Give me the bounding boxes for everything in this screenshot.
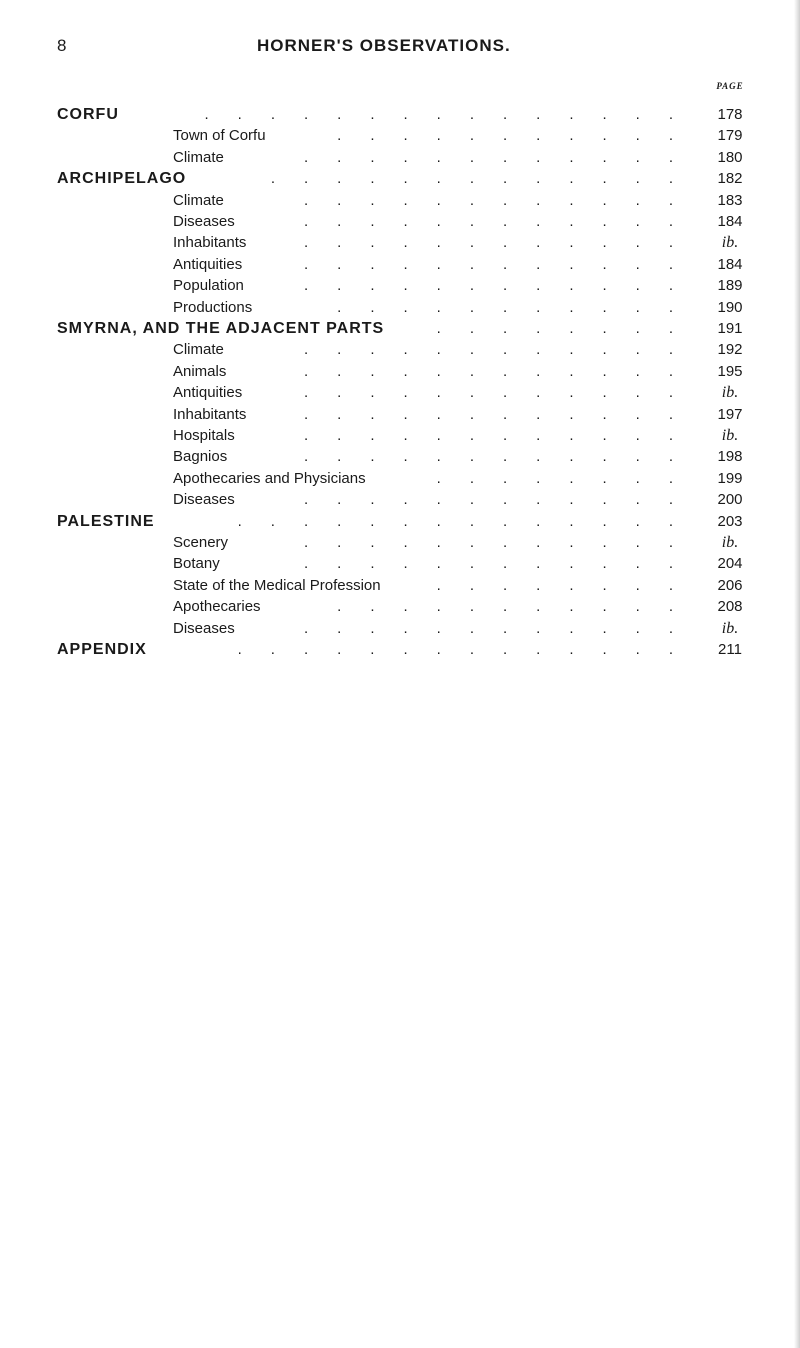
dot-leader: ............ — [303, 341, 702, 359]
subsection-label: Town of Corfu — [173, 127, 266, 145]
toc-entry — [0, 106, 800, 130]
toc-entry — [0, 170, 800, 194]
dot-leader: ............ — [303, 448, 702, 466]
page-number: 8 — [57, 36, 67, 55]
page-reference: ib. — [721, 534, 739, 551]
toc-entry — [0, 513, 800, 537]
dot-leader: ............ — [303, 619, 702, 637]
page-reference: 203 — [717, 512, 743, 530]
dot-leader: ............. — [270, 170, 702, 188]
toc-entry — [0, 384, 800, 408]
subsection-label: Productions — [173, 298, 253, 316]
subsection-label: Scenery — [173, 534, 229, 551]
subsection-label: State of the Medical Profession — [173, 576, 381, 594]
subsection-label: Inhabitants — [173, 405, 247, 423]
page-reference: 182 — [717, 170, 743, 188]
dot-leader: ............ — [303, 234, 702, 252]
section-heading: ARCHIPELAGO — [57, 170, 187, 188]
dot-leader: ........... — [337, 127, 702, 145]
section-heading: PALESTINE — [57, 512, 155, 530]
subsection-label: Antiquities — [173, 255, 243, 273]
subsection-label: Botany — [173, 555, 220, 573]
page-reference: 199 — [717, 469, 743, 487]
subsection-label: Diseases — [173, 491, 235, 509]
subsection-label: Inhabitants — [173, 234, 247, 252]
subsection-label: Antiquities — [173, 384, 243, 402]
page-reference: 211 — [718, 641, 742, 658]
page-reference: 190 — [717, 298, 743, 316]
toc-entry — [0, 491, 800, 515]
subsection-label: Animals — [173, 362, 227, 380]
page-reference: 198 — [717, 448, 743, 466]
subsection-label: Apothecaries — [173, 598, 261, 616]
page-reference: 184 — [717, 213, 743, 230]
section-heading: CORFU — [57, 106, 119, 123]
page-reference: 204 — [717, 555, 743, 573]
page-reference: 184 — [717, 255, 743, 273]
page-reference: 178 — [717, 106, 743, 123]
subsection-label: Climate — [173, 148, 224, 166]
dot-leader: ............... — [204, 106, 702, 123]
subsection-label: Hospitals — [173, 427, 235, 444]
dot-leader: ............ — [303, 191, 702, 209]
dot-leader: ........ — [436, 576, 702, 594]
page-reference: 200 — [717, 491, 743, 509]
toc-entry — [0, 448, 800, 472]
toc-entry — [0, 598, 800, 622]
section-heading: APPENDIX — [57, 641, 147, 658]
dot-leader: .............. — [237, 512, 702, 530]
toc-entry — [0, 641, 800, 665]
dot-leader: ............ — [303, 255, 702, 273]
toc-entry — [0, 256, 800, 280]
page-reference: 195 — [717, 362, 743, 380]
page-column-label: PAGE — [716, 81, 744, 91]
dot-leader: ............ — [303, 148, 702, 166]
page-reference: ib. — [721, 619, 739, 637]
page-reference: 208 — [717, 598, 743, 616]
toc-entry — [0, 127, 800, 151]
page-reference: 183 — [717, 191, 743, 209]
page-reference: 197 — [717, 405, 743, 423]
dot-leader: ............ — [303, 534, 702, 551]
toc-entry — [0, 534, 800, 558]
toc-entry — [0, 320, 800, 344]
toc-entry — [0, 577, 800, 601]
page-reference: ib. — [721, 234, 739, 252]
section-heading: SMYRNA, AND THE ADJACENT PARTS — [57, 320, 385, 337]
toc-entry — [0, 555, 800, 579]
subsection-label: Climate — [173, 191, 224, 209]
page-header — [57, 36, 577, 60]
toc-entry — [0, 363, 800, 387]
dot-leader: ............ — [303, 491, 702, 509]
dot-leader: ........... — [337, 298, 702, 316]
toc-entry — [0, 620, 800, 644]
dot-leader: ............ — [303, 384, 702, 402]
subsection-label: Bagnios — [173, 448, 228, 466]
subsection-label: Population — [173, 277, 244, 295]
subsection-label: Climate — [173, 341, 224, 359]
dot-leader: ........ — [436, 320, 702, 337]
dot-leader: .............. — [237, 641, 702, 658]
dot-leader: ............ — [303, 277, 702, 295]
toc-entry — [0, 277, 800, 301]
toc-entry — [0, 192, 800, 216]
subsection-label: Apothecaries and Physicians — [173, 469, 366, 487]
dot-leader: ............ — [303, 213, 702, 230]
subsection-label: Diseases — [173, 213, 235, 230]
page-reference: ib. — [721, 427, 739, 444]
page-reference: 179 — [717, 127, 743, 145]
toc-entry — [0, 470, 800, 494]
page-reference: 206 — [717, 576, 743, 594]
dot-leader: ........... — [337, 598, 702, 616]
toc-entry — [0, 234, 800, 258]
toc-entry — [0, 406, 800, 430]
page-reference: ib. — [721, 384, 739, 402]
toc-entry — [0, 299, 800, 323]
toc-entry — [0, 341, 800, 365]
page-reference: 192 — [717, 341, 743, 359]
dot-leader: ............ — [303, 427, 702, 444]
dot-leader: ............ — [303, 555, 702, 573]
dot-leader: ........ — [436, 469, 702, 487]
running-title: HORNER'S OBSERVATIONS. — [257, 36, 511, 55]
subsection-label: Diseases — [173, 619, 235, 637]
dot-leader: ............ — [303, 405, 702, 423]
dot-leader: ............ — [303, 362, 702, 380]
page-reference: 180 — [717, 148, 743, 166]
toc-entry — [0, 427, 800, 451]
page-reference: 189 — [717, 277, 743, 295]
toc-entry — [0, 213, 800, 237]
toc-entry — [0, 149, 800, 173]
page-reference: 191 — [717, 320, 743, 337]
